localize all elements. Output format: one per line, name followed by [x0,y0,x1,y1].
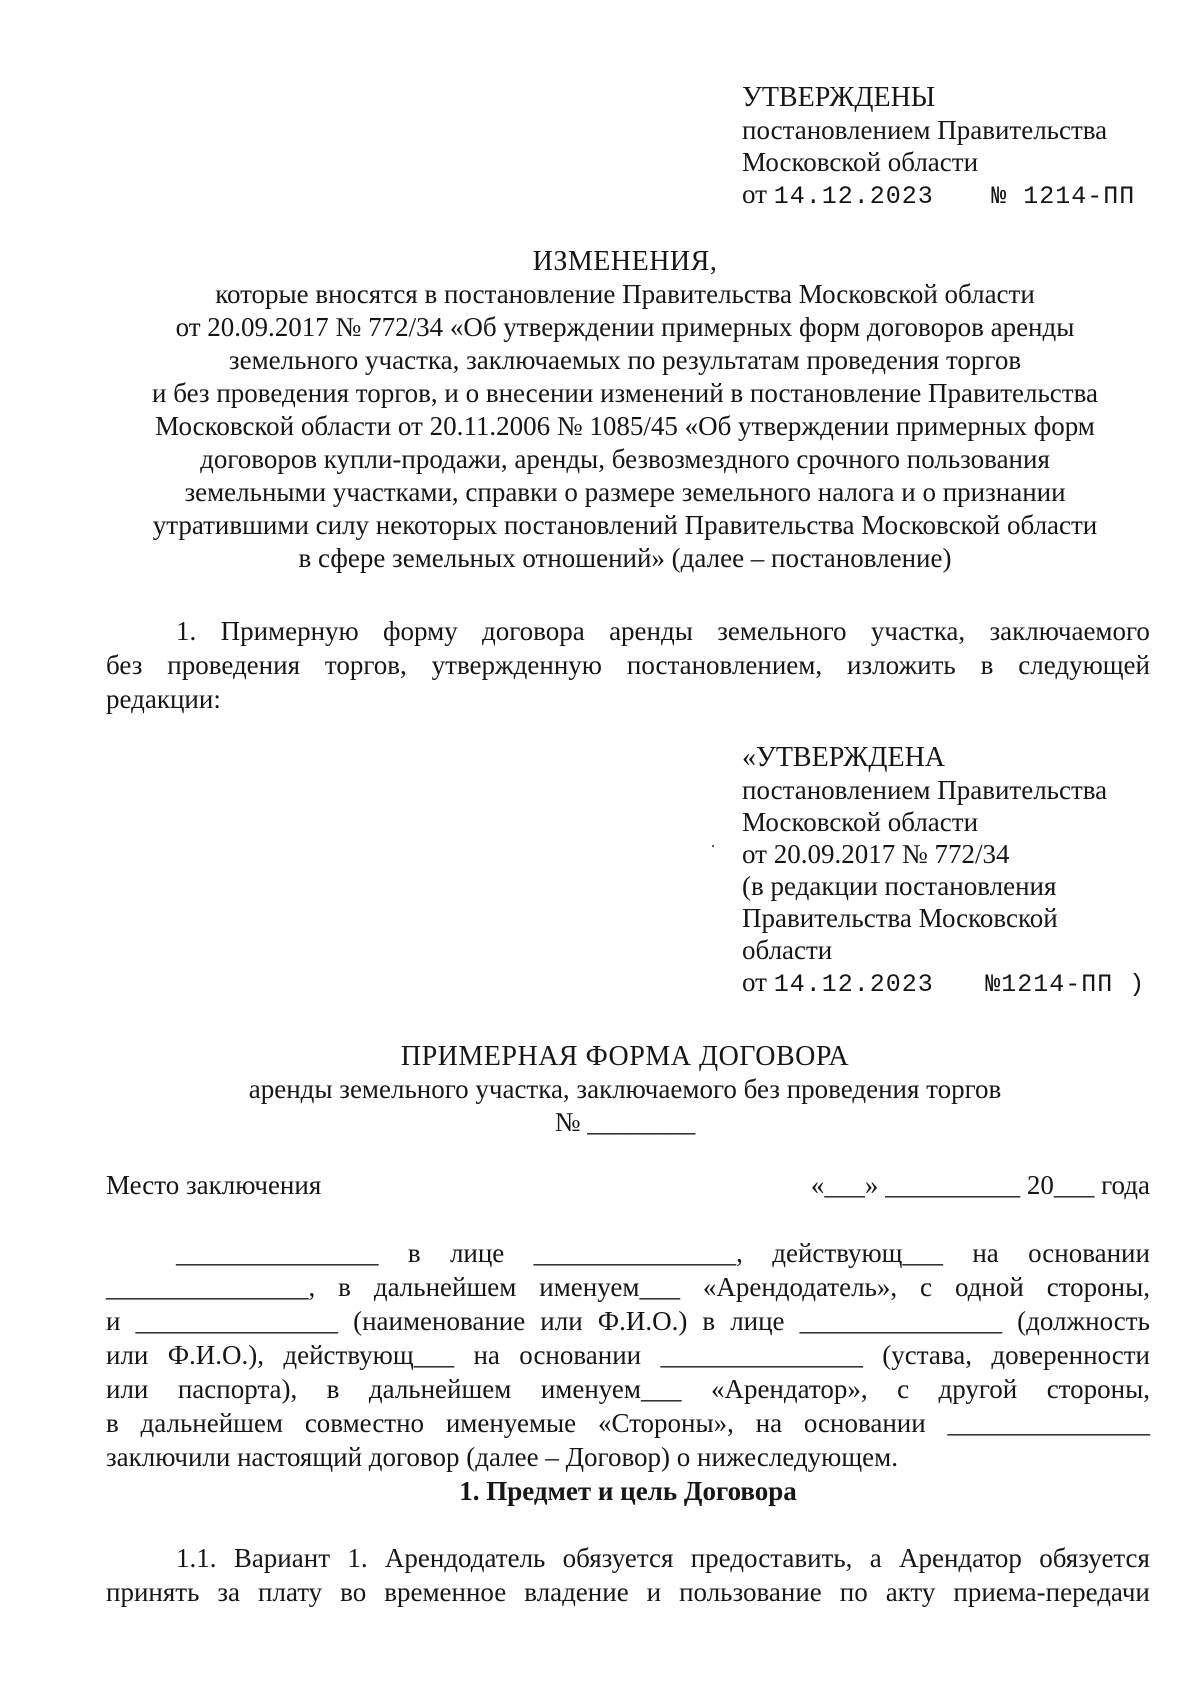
word: основании [519,1340,642,1370]
word: именуем___ [540,1374,682,1404]
changes-line: которые вносятся в постановление Правительства Московской области [215,279,1035,309]
word: действующ___ [772,1238,943,1268]
word: основании [1028,1238,1150,1268]
word: акту [885,1577,936,1607]
word: форму [383,616,458,646]
form-stamp-line: Правительства Московской [742,903,1058,933]
parties-paragraph [106,1236,1150,1474]
word: дальнейшем [373,1272,517,1302]
changes-line: в сфере земельных отношений» (далее – постановление) [298,543,952,573]
word: _______________ [799,1306,1003,1336]
word: _______________, [106,1272,316,1302]
form-title: ПРИМЕРНАЯ ФОРМА ДОГОВОРА [400,1041,850,1072]
changes-title: ИЗМЕНЕНИЯ, [532,246,718,277]
word: заключаемого [989,616,1150,646]
word: основании [803,1408,926,1438]
word: (устава, [882,1340,973,1370]
word: Примерную [220,616,359,646]
form-stamp-date-line [742,966,1145,1001]
word: Арендатор [899,1543,1022,1573]
word: плату [258,1577,323,1607]
word: постановлением, [626,650,823,680]
changes-line: Московской области от 20.11.2006 № 1085/45 «Об утверждении примерных форм [155,411,1095,441]
word: Вариант [233,1543,330,1573]
approval-stamp-line: постановлением Правительства [742,115,1108,145]
word: стороны, [1046,1272,1150,1302]
word: Ф.И.О.), [167,1340,265,1370]
paragraph-line [106,614,1150,648]
section-line [106,1541,1150,1575]
changes-line: и без проведения торгов, и о внесении изменений в постановление Правительства [152,378,1098,408]
word: _______________ [135,1306,339,1336]
form-stamp-line: Московской области [742,807,979,837]
word: договора [482,616,585,646]
word: (наименование [353,1306,526,1336]
form-stamp [742,742,1145,1001]
approval-stamp-title: УТВЕРЖДЕНЫ [742,82,936,113]
word: 1. [347,1543,368,1573]
word: принять [106,1577,200,1607]
word: следующей [1018,650,1150,680]
word: и [646,1577,662,1607]
changes-line: утратившими силу некоторых постановлений Правительства Московской области [152,510,1098,540]
word: без [106,650,143,680]
word: (должность [1017,1306,1150,1336]
word: с [920,1272,933,1302]
word: именуемые [445,1408,577,1438]
word: лице [730,1306,785,1336]
word: приема-передачи [953,1577,1150,1607]
changes-header [110,245,1140,575]
form-stamp-line: области [742,935,833,965]
approval-date: 14.12.2023 [773,182,934,211]
word: или [106,1340,149,1370]
word: участка, [870,616,966,646]
approval-stamp [742,82,1135,213]
word: «Стороны», [597,1408,734,1438]
section-line [106,1575,1150,1609]
word: изложить [847,650,956,680]
word: обязуется [1039,1543,1150,1573]
word: «Арендодатель», [702,1272,898,1302]
word: а [869,1543,882,1573]
form-date-prefix: от [742,967,767,997]
word: или [106,1374,149,1404]
word: паспорта), [177,1374,298,1404]
word: Ф.И.О.) [597,1306,688,1336]
word: владение [524,1577,629,1607]
form-number: №1214-ПП ) [985,970,1146,999]
word: в [407,1238,421,1268]
word: 1.1. [176,1543,217,1573]
word: _______________ [176,1238,379,1268]
word: обязуется [562,1543,674,1573]
form-header [110,1040,1140,1139]
word: другой [938,1374,1018,1404]
word: торгов, [324,650,407,680]
parties-line: заключили настоящий договор (далее – Договор) о нижеследующем. [106,1442,898,1472]
word: в [702,1306,716,1336]
word: или [540,1306,583,1336]
word: с [897,1374,910,1404]
word: в [980,650,994,680]
word: Арендодатель [384,1543,546,1573]
word: _______________ [947,1408,1150,1438]
form-stamp-line: (в редакции постановления [742,871,1057,901]
form-number-line: № ________ [554,1107,696,1137]
paragraph-line: редакции: [106,684,221,714]
word: 1. [176,616,197,646]
word: _______________ [660,1340,863,1370]
word: дальнейшем [368,1374,512,1404]
paragraph-1 [106,614,1150,716]
word: в [326,1374,340,1404]
paragraph-line [106,648,1150,682]
place-label: Место заключения [106,1170,322,1200]
word: именуем___ [539,1272,680,1302]
word: аренды [609,616,693,646]
word: дальнейшем [140,1408,284,1438]
word: проведения [167,650,300,680]
parties-line [106,1406,1150,1440]
word: стороны, [1046,1374,1150,1404]
section-title: 1. Предмет и цель Договора [459,1476,797,1506]
word: в [106,1408,119,1438]
word: доверенности [991,1340,1150,1370]
section-1-paragraph [106,1541,1150,1609]
word: совместно [304,1408,425,1438]
form-stamp-title: «УТВЕРЖДЕНА [742,742,946,773]
changes-line: земельного участка, заключаемых по результатам проведения торгов [228,345,1022,375]
approval-number: № 1214-ПП [991,182,1136,211]
parties-line [106,1236,1150,1270]
word: в [338,1272,351,1302]
word: и [106,1306,121,1336]
changes-line: от 20.09.2017 № 772/34 «Об утверждении примерных форм договоров аренды [175,312,1075,342]
word: за [217,1577,241,1607]
word: одной [954,1272,1024,1302]
form-subtitle: аренды земельного участка, заключаемого без проведения торгов [248,1074,1002,1104]
word: предоставить, [690,1543,853,1573]
word: по [839,1577,868,1607]
word: на [755,1408,783,1438]
word: «Арендатор», [710,1374,868,1404]
changes-line: земельными участками, справки о размере земельного налога и о признании [184,477,1066,507]
word: _______________, [533,1238,743,1268]
approval-stamp-line: Московской области [742,147,979,177]
scan-speck [712,845,714,847]
approval-stamp-date-line [742,178,1135,213]
parties-line [106,1304,1150,1338]
word: действующ___ [283,1340,455,1370]
word: утвержденную [431,650,602,680]
word: на [972,1238,999,1268]
word: во [340,1577,367,1607]
date-placeholder: «___» __________ 20___ года [810,1170,1150,1200]
word: лице [449,1238,505,1268]
word: на [473,1340,500,1370]
form-stamp-line: от 20.09.2017 № 772/34 [742,839,1010,869]
word: пользование [679,1577,822,1607]
approval-date-prefix: от [742,179,767,209]
form-date: 14.12.2023 [773,970,934,999]
word: временное [384,1577,507,1607]
parties-line [106,1338,1150,1372]
word: земельного [717,616,847,646]
parties-line [106,1270,1150,1304]
changes-line: договоров купли-продажи, аренды, безвозмездного срочного пользования [200,444,1050,474]
parties-line [106,1372,1150,1406]
form-stamp-line: постановлением Правительства [742,775,1108,805]
